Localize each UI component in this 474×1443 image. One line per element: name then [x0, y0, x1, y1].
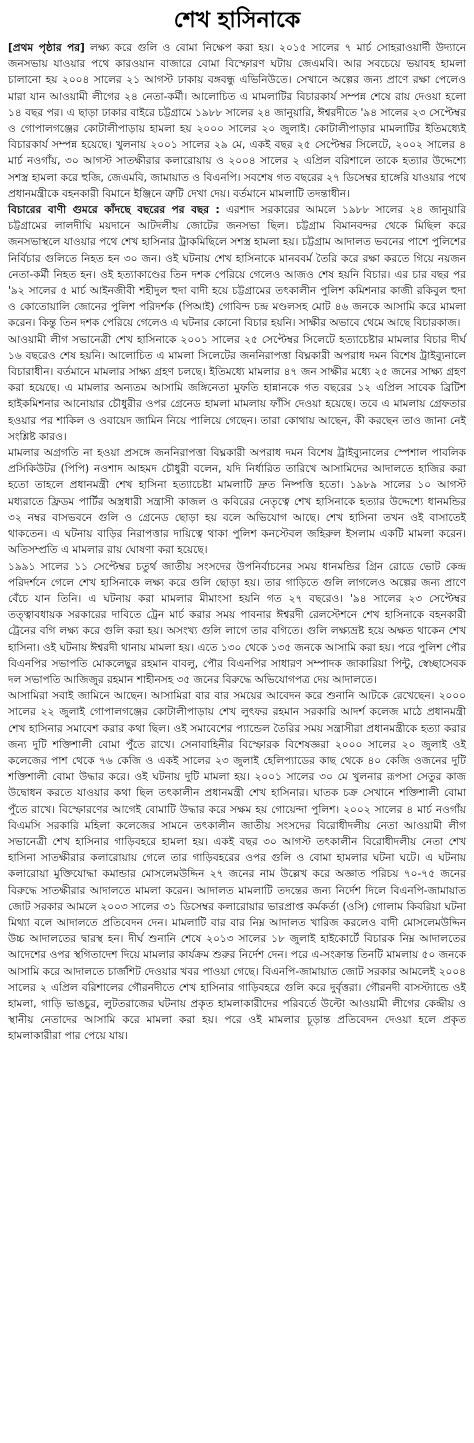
paragraph [8, 332, 466, 445]
paragraph [8, 688, 466, 1044]
continuation-marker: [প্রথম পৃষ্ঠার পর] [8, 42, 85, 54]
paragraph-continuation [8, 40, 466, 202]
article-body [8, 40, 466, 1045]
paragraph-text: আওয়ামী লীগ সভানেত্রী শেখ হাসিনাকে ২০০১ সালের ২৫ সেপ্টেম্বর সিলেটে হত্যাচেষ্টার মামলার বিচার দীর্ঘ ১৬ বছরেও শেষ হয়নি। আলোচিত এ মামলা সিলেটের জননিরাপত্তা বিঘ্নকারী অপরাধ দমন বিশেষ ট্রাইব্যুনালে বিচারাধীন। বর্তমানে মামলার সাক্ষ্য গ্রহণ চলছে। ইতিমধ্যে মামলার ৪৭ জন সাক্ষীর মধ্যে ২৫ জনের সাক্ষ্য গ্রহণ করা হয়েছে। এ মামলার অন্যতম আসামি জঙ্গিনেতা মুফতি হান্নানকে গত বছরের ১২ এপ্রিল সাবেক ব্রিটিশ হাইকমিশনার আনোয়ার চৌধুরীর ওপর গ্রেনেড হামলা মামলায় ফাঁসি দেওয়া হয়েছে। তবে এ মামলায় গ্রেফতার হওয়ার পর শাকিল ও ওবায়েদ জামিন নিয়ে পালিয়ে গেছেন। তারা কোথায় আছেন, কী করছেন তাও জানা নেই সংশ্লিষ্ট কারও। [8, 333, 466, 443]
paragraph-text: এরশাদ সরকারের আমলে ১৯৮৮ সালের ২৪ জানুয়ারি চট্টগ্রামের লালদীঘি ময়দানে আটদলীয় জোটের জনসভা ছিল। চট্টগ্রাম বিমানবন্দর থেকে মিছিল করে জনসভাস্থলে যাওয়ার পথে শেখ হাসিনার ট্রাকমিছিলে সশস্ত্র হামলা হয়। চট্টগ্রাম আদালত ভবনের পাশে পুলিশের নির্বিচার গুলিতে নিহত হন ৩০ জন। ওই ঘটনায় শেখ হাসিনাকে মানববর্ম তৈরি করে রক্ষা করতে গিয়ে নয়জন নেতা-কর্মী নিহত হন। ওই হত্যাকাণ্ডের তিন দশক পেরিয়ে গেলেও আজও শেষ হয়নি বিচার। এর চার বছর পর '৯২ সালের ৫ মার্চ আইনজীবী শহীদুল হুদা বাদী হয়ে চট্টগ্রামের তৎকালীন পুলিশ কমিশনার কাজী রকিবুল হুদা ও কোতোয়ালি জোনের পুলিশ পরিদর্শক (পিআই) গোবিন্দ চন্দ্র মণ্ডলসহ মোট ৪৬ জনকে আসামি করে মামলা করেন। কিন্তু তিন দশক পেরিয়ে গেলেও এ ঘটনার কোনো বিচার হয়নি। সাক্ষীর অভাবে থেমে আছে বিচারকাজ। [8, 204, 466, 330]
paragraph-text: লক্ষ্য করে গুলি ও বোমা নিক্ষেপ করা হয়। ২০১৫ সালের ৭ মার্চ সোহরাওয়ার্দী উদ্যানে জনসভায় যাওয়ার পথে কারওয়ান বাজারে বোমা বিস্ফোরণ ঘটায় জেএমবি। আর সবচেয়ে ভয়াবহ হামলা চালানো হয় ২০০৪ সালের ২১ আগস্ট ঢাকায় বঙ্গবন্ধু এভিনিউতে। সেখানে অল্পের জন্য প্রাণে রক্ষা পেলেও মারা যান আওয়ামী লীগের ২৪ নেতা-কর্মী। আলোচিত এ মামলাটির বিচারকার্য সম্পন্ন শেষে রায় দেওয়া হলো ১৪ বছর পর। এ ছাড়া ঢাকার বাইরে চট্টগ্রামে ১৯৮৮ সালের ২৪ জানুয়ারি, ঈশ্বরদীতে '৯৪ সালের ২৩ সেপ্টেম্বর ও গোপালগঞ্জের কোটালীপাড়ায় হামলা হয় ২০০০ সালের ২০ জুলাই। কোটালীপাড়ার মামলাটির ইতিমধ্যেই বিচারকার্য সম্পন্ন হয়েছে। খুলনায় ২০০১ সালের ২৯ মে, একই বছর ২৫ সেপ্টেম্বর সিলেটে, ২০০২ সালের ৪ মার্চ নওগাঁয়, ৩০ আগস্ট সাতক্ষীরার কলারোয়ায় ও ২০০৪ সালের ২ এপ্রিল বরিশালে তাকে হত্যার উদ্দেশ্যে সশস্ত্র হামলা করে হুজি, জেএমবি, জামায়াত ও বিএনপি। সবশেষ গত বছরের ২৭ ডিসেম্বর হাঙ্গেরি যাওয়ার পথে প্রধানমন্ত্রীকে বহনকারী বিমানে ইঞ্জিনে ত্রুটি দেখা দেয়। বর্তমানে মামলাটি তদন্তাধীন। [8, 42, 466, 200]
headline: শেখ হাসিনাকে [173, 8, 301, 33]
paragraph-subheading [8, 202, 466, 332]
paragraph-text: ১৯৯১ সালের ১১ সেপ্টেম্বর চতুর্থ জাতীয় সংসদের উপনির্বাচনের সময় ধানমন্ডির গ্রিন রোডে ভোট কেন্দ্র পরিদর্শনে গেলে শেখ হাসিনাকে লক্ষ্য করে গুলি ছোড়া হয়। তার গাড়িতে গুলি লাগলেও অল্পের জন্য প্রাণে বেঁচে যান তিনি। এ ঘটনায় করা মামলার মীমাংসা হয়নি গত ২৭ বছরেও। '৯৪ সালের ২৩ সেপ্টেম্বর তত্ত্বাবধায়ক সরকারের দাবিতে ট্রেন মার্চ করার সময় পাবনার ঈশ্বরদী রেলস্টেশনে শেখ হাসিনাকে বহনকারী ট্রেনের বগি লক্ষ্য করে গুলি করা হয়। অসংখ্য গুলি লাগে তার বগিতে। গুলি লক্ষ্যভ্রষ্ট হয়ে অক্ষত থাকেন শেখ হাসিনা। ওই ঘটনায় ঈশ্বরদী থানায় মামলা হয়। এতে ১৩০ থেকে ১৩৫ জনকে আসামি করা হয়। পরে পুলিশ পৌর বিএনপির সভাপতি মোকলেছুর রহমান বাবলু, পৌর বিএনপির সাধারণ সম্পাদক জাকারিয়া পিন্টু, স্বেচ্ছাসেবক দল সভাপতি আজিজুর রহমান শাহীনসহ ৩৫ জনের বিরুদ্ধে অভিযোগপত্র দেয় আদালতে। [8, 560, 466, 686]
paragraph-text: মামলার অগ্রগতি না হওয়া প্রসঙ্গে জননিরাপত্তা বিঘ্নকারী অপরাধ দমন বিশেষ ট্রাইব্যুনালের স্পেশাল পাবলিক প্রসিকিউটর (পিপি) নওশাদ আহমদ চৌধুরী বলেন, যদি নির্ধারিত তারিখে আসামিদের আদালতে হাজির করা হতো তাহলে প্রধানমন্ত্রী শেখ হাসিনা হত্যাচেষ্টা মামলাটি দ্রুত নিষ্পত্তি হতো। ১৯৮৯ সালের ১০ আগস্ট মধ্যরাতে ফ্রিডম পার্টির অস্ত্রধারী সন্ত্রাসী কাজল ও কবিরের নেতৃত্বে শেখ হাসিনাকে হত্যার উদ্দেশ্যে ধানমন্ডির ৩২ নম্বর বাসভবনে গুলি ও গ্রেনেড ছোড়া হয় বলে অভিযোগ আছে। শেখ হাসিনা তখন ওই বাসাতেই থাকতেন। এ ঘটনায় বাড়ির নিরাপত্তার দায়িত্বে থাকা পুলিশ কনস্টেবল জহিরুল ইসলাম একটি মামলা করেন। অতিসম্প্রতি এ মামলার রায় ঘোষণা করা হয়েছে। [8, 447, 466, 557]
paragraph [8, 445, 466, 558]
paragraph [8, 559, 466, 689]
paragraph-text: আসামিরা সবাই জামিনে আছেন। আসামিরা বার বার সময়ের আবেদন করে শুনানি আটকে রেখেছেন। ২০০০ সালের ২২ জুলাই গোপালগঞ্জের কোটালীপাড়ায় শেখ লুৎফর রহমান সরকারি আদর্শ কলেজ মাঠে প্রধানমন্ত্রী শেখ হাসিনার সমাবেশ করার কথা ছিল। ওই সমাবেশের প্যান্ডেল তৈরির সময় সন্ত্রাসীরা প্রধানমন্ত্রীকে হত্যা করার জন্য দুটি শক্তিশালী বোমা পুঁতে রাখে। সেনাবাহিনীর বিস্ফোরক বিশেষজ্ঞরা ২০০০ সালের ২০ জুলাই ওই কলেজের পাশ থেকে ৭৬ কেজি ও একই সালের ২৩ জুলাই হেলিপ্যাডের কাছ থেকে ৪০ কেজি ওজনের দুটি শক্তিশালী বোমা উদ্ধার করে। ওই ঘটনায় দুটি মামলা হয়। ২০০১ সালের ৩০ মে খুলনার রূপসা সেতুর কাজ উদ্বোধন করতে যাওয়ার কথা ছিল তৎকালীন প্রধানমন্ত্রী শেখ হাসিনার। ঘাতক চক্র সেখানে শক্তিশালী বোমা পুঁতে রাখে। বিস্ফোরণের আগেই বোমাটি উদ্ধার করে সক্ষম হয় গোয়েন্দা পুলিশ। ২০০২ সালের ৪ মার্চ নওগাঁয় বিএমসি সরকারি মহিলা কলেজের সামনে তৎকালীন জাতীয় সংসদের বিরোধীদলীয় নেতা আওয়ামী লীগ সভানেত্রী শেখ হাসিনার গাড়িবহরে হামলা হয়। একই বছর ৩০ আগস্ট তৎকালীন বিরোধীদলীয় নেতা শেখ হাসিনা সাতক্ষীরার কলারোয়ায় গেলে তার গাড়িবহরের ওপর গুলি ও বোমা হামলার ঘটনা ঘটে। এ ঘটনায় কলারোয়া মুক্তিযোদ্ধা কমান্ডার মোসলেমউদ্দিন ২৭ জনের নাম উল্লেখ করে অজ্ঞাত পরিচয় ৭০-৭৫ জনের বিরুদ্ধে সাতক্ষীরার আদালতে মামলা করেন। আদালত মামলাটি তদন্তের জন্য নির্দেশ দিলে বিএনপি-জামায়াত জোট সরকার আমলে ২০০৩ সালের ৩১ ডিসেম্বর কলারোয়ার ভারপ্রাপ্ত কর্মকর্তা (ওসি) গোলাম কিবরিয়া ঘটনা মিথ্যা বলে আদালতে প্রতিবেদন দেন। মামলাটি বার বার নিম্ন আদালত খারিজ করলেও বাদী মোসলেমউদ্দিন উচ্চ আদালতের দ্বারস্থ হন। দীর্ঘ শুনানি শেষে ২০১৩ সালের ১৮ জুলাই হাইকোর্টে বিচারক নিম্ন আদালতের আদেশের ওপর স্থগিতাদেশ দিয়ে মামলার কার্যক্রম শুরুর নির্দেশ দেন। পরে এ-সংক্রান্ত তিনটি মামলায় ৫০ জনকে আসামি করে আদালতে চার্জশিট দেওয়ার খবর পাওয়া গেছে। বিএনপি-জামায়াত জোট সরকার আমলেই ২০০৪ সালের ২ এপ্রিল বরিশালের গৌরনদীতে শেখ হাসিনার গাড়িবহরে গুলি করে দুর্বৃত্তরা। গৌরনদী বাসস্ট্যান্ডে ওই হামলা, গাড়ি ভাঙচুর, লুটতরাজের ঘটনায় প্রকৃত হামলাকারীদের পরিবর্তে উল্টো আওয়ামী লীগের কেন্দ্রীয় ও স্থানীয় নেতাদের আসামি করে মামলা করা হয়। পরে ওই মামলার চূড়ান্ত প্রতিবেদন দেওয়া হলে প্রকৃত হামলাকারীরা পার পেয়ে যায়। [8, 690, 466, 1043]
subheading: বিচারের বাণী গুমরে কাঁদছে বছরের পর বছর : [8, 204, 220, 217]
